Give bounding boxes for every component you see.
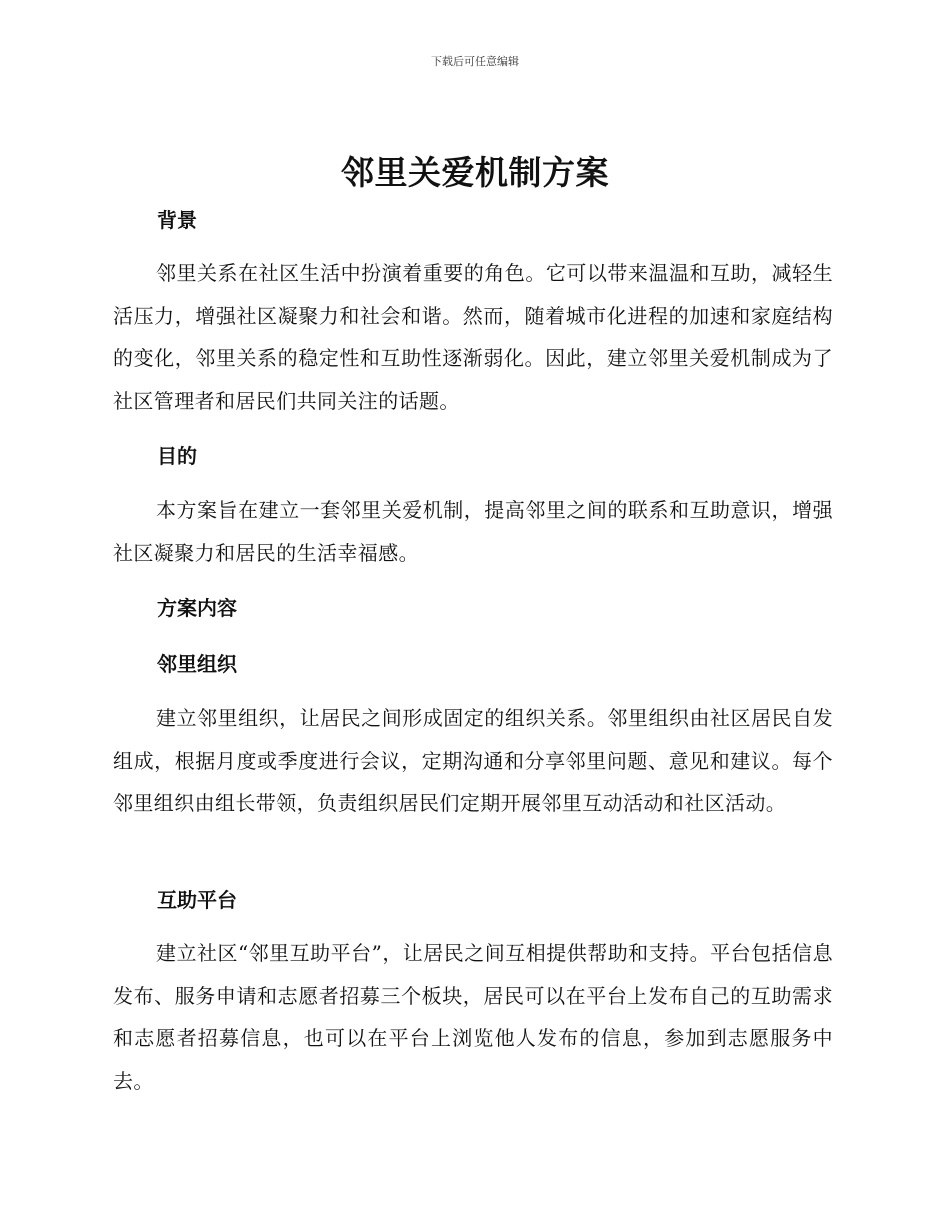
section-paragraph-organization: 建立邻里组织，让居民之间形成固定的组织关系。邻里组织由社区居民自发组成，根据月度或季度进行会议，定期沟通和分享邻里问题、意见和建议。每个邻里组织由组长带领，负责组织居民们定期开展邻里互动活动和社区活动。 <box>113 706 833 815</box>
section-paragraph-purpose: 本方案旨在建立一套邻里关爱机制，提高邻里之间的联系和互助意识，增强社区凝聚力和居民的生活幸福感。 <box>113 498 833 565</box>
section-heading-content: 方案内容 <box>157 596 237 620</box>
document-title: 邻里关爱机制方案 <box>341 153 609 192</box>
section-heading-platform: 互助平台 <box>157 888 237 912</box>
section-heading-purpose: 目的 <box>157 444 197 468</box>
section-heading-background: 背景 <box>157 208 197 232</box>
section-paragraph-background: 邻里关系在社区生活中扮演着重要的角色。它可以带来温温和互助，减轻生活压力，增强社区凝聚力和社会和谐。然而，随着城市化进程的加速和家庭结构的变化，邻里关系的稳定性和互助性逐渐弱化。因此，建立邻里关爱机制成为了社区管理者和居民们共同关注的话题。 <box>113 261 833 413</box>
section-heading-organization: 邻里组织 <box>157 652 237 676</box>
header-note: 下载后可任意编辑 <box>431 55 519 68</box>
section-paragraph-platform: 建立社区“邻里互助平台”，让居民之间互相提供帮助和支持。平台包括信息发布、服务申请和志愿者招募三个板块，居民可以在平台上发布自己的互助需求和志愿者招募信息，也可以在平台上浏览他人发布的信息，参加到志愿服务中去。 <box>113 941 833 1093</box>
